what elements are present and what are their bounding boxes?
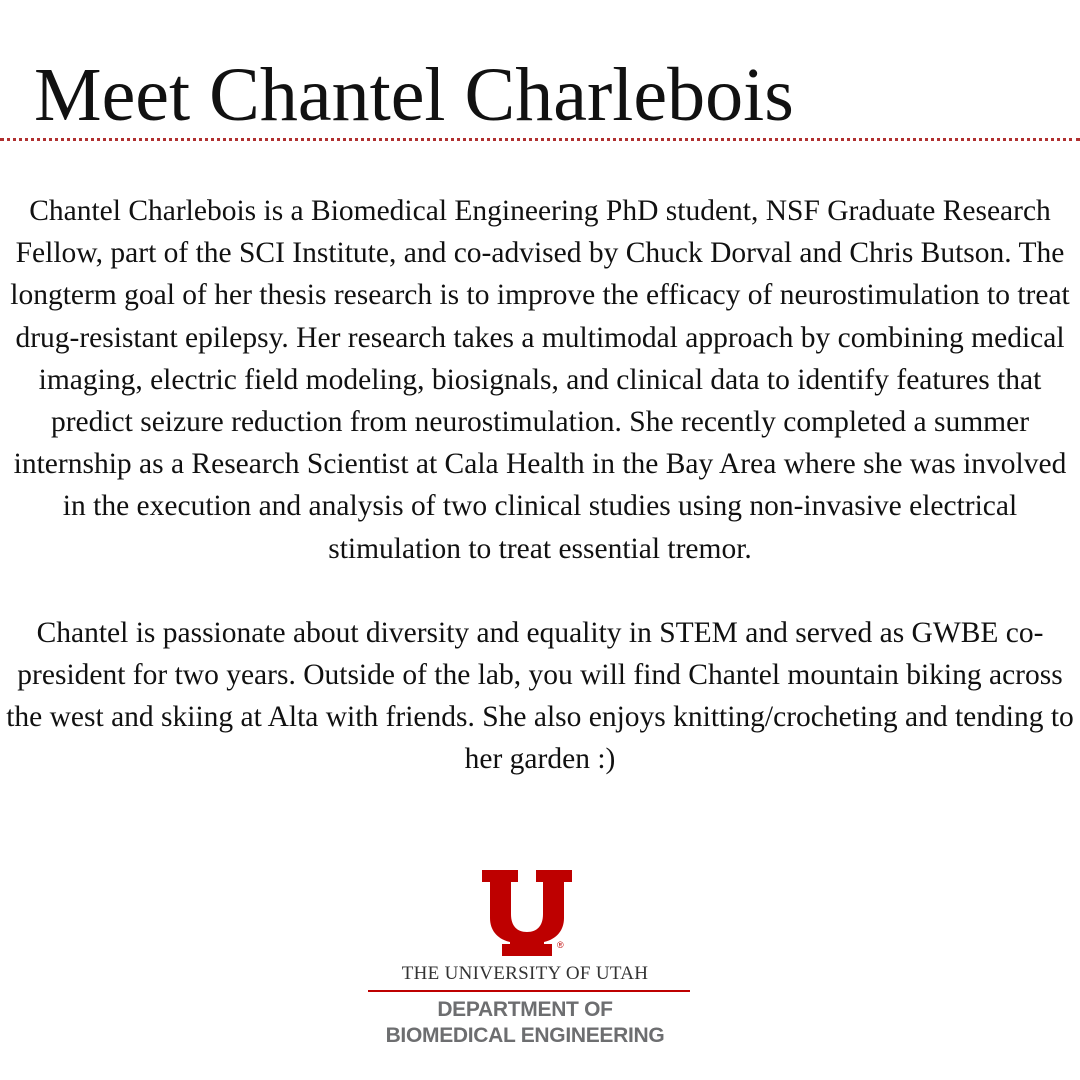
bio-paragraph-1: Chantel Charlebois is a Biomedical Engineering PhD student, NSF Graduate Research Fellow, part of the SCI Institute, and co-advised by Chuck Dorval and Chris Butson. The longterm goal of her thesis research is to improve the efficacy of neurostimulation to treat drug-resistant epilepsy. Her research takes a multimodal approach by combining medical imaging, electric field modeling, biosignals, and clinical data to identify features that predict seizure reduction from neurostimulation. She recently completed a summer internship as a Research Scientist at Cala Health in the Bay Area where she was involved in the execution and analysis of two clinical studies using non-invasive electrical stimulation to treat essential tremor.: [10, 195, 1070, 565]
bio-paragraph-2: Chantel is passionate about diversity and equality in STEM and served as GWBE co-president for two years. Outside of the lab, you will find Chantel mountain biking across the west and skiing at Alta with friends. She also enjoys knitting/crocheting and tending to her garden :): [6, 616, 1074, 776]
registered-mark: ®: [557, 940, 564, 950]
department-line-1: DEPARTMENT OF: [437, 998, 613, 1021]
logo-rule: [368, 990, 690, 992]
dotted-divider: [0, 138, 1080, 141]
department-name: [360, 997, 690, 1049]
university-logo: [360, 865, 720, 1065]
page-title: Meet Chantel Charlebois: [34, 53, 794, 137]
university-name: THE UNIVERSITY OF UTAH: [401, 963, 649, 984]
bio-text: [2, 190, 1078, 781]
department-line-2: BIOMEDICAL ENGINEERING: [385, 1024, 665, 1047]
